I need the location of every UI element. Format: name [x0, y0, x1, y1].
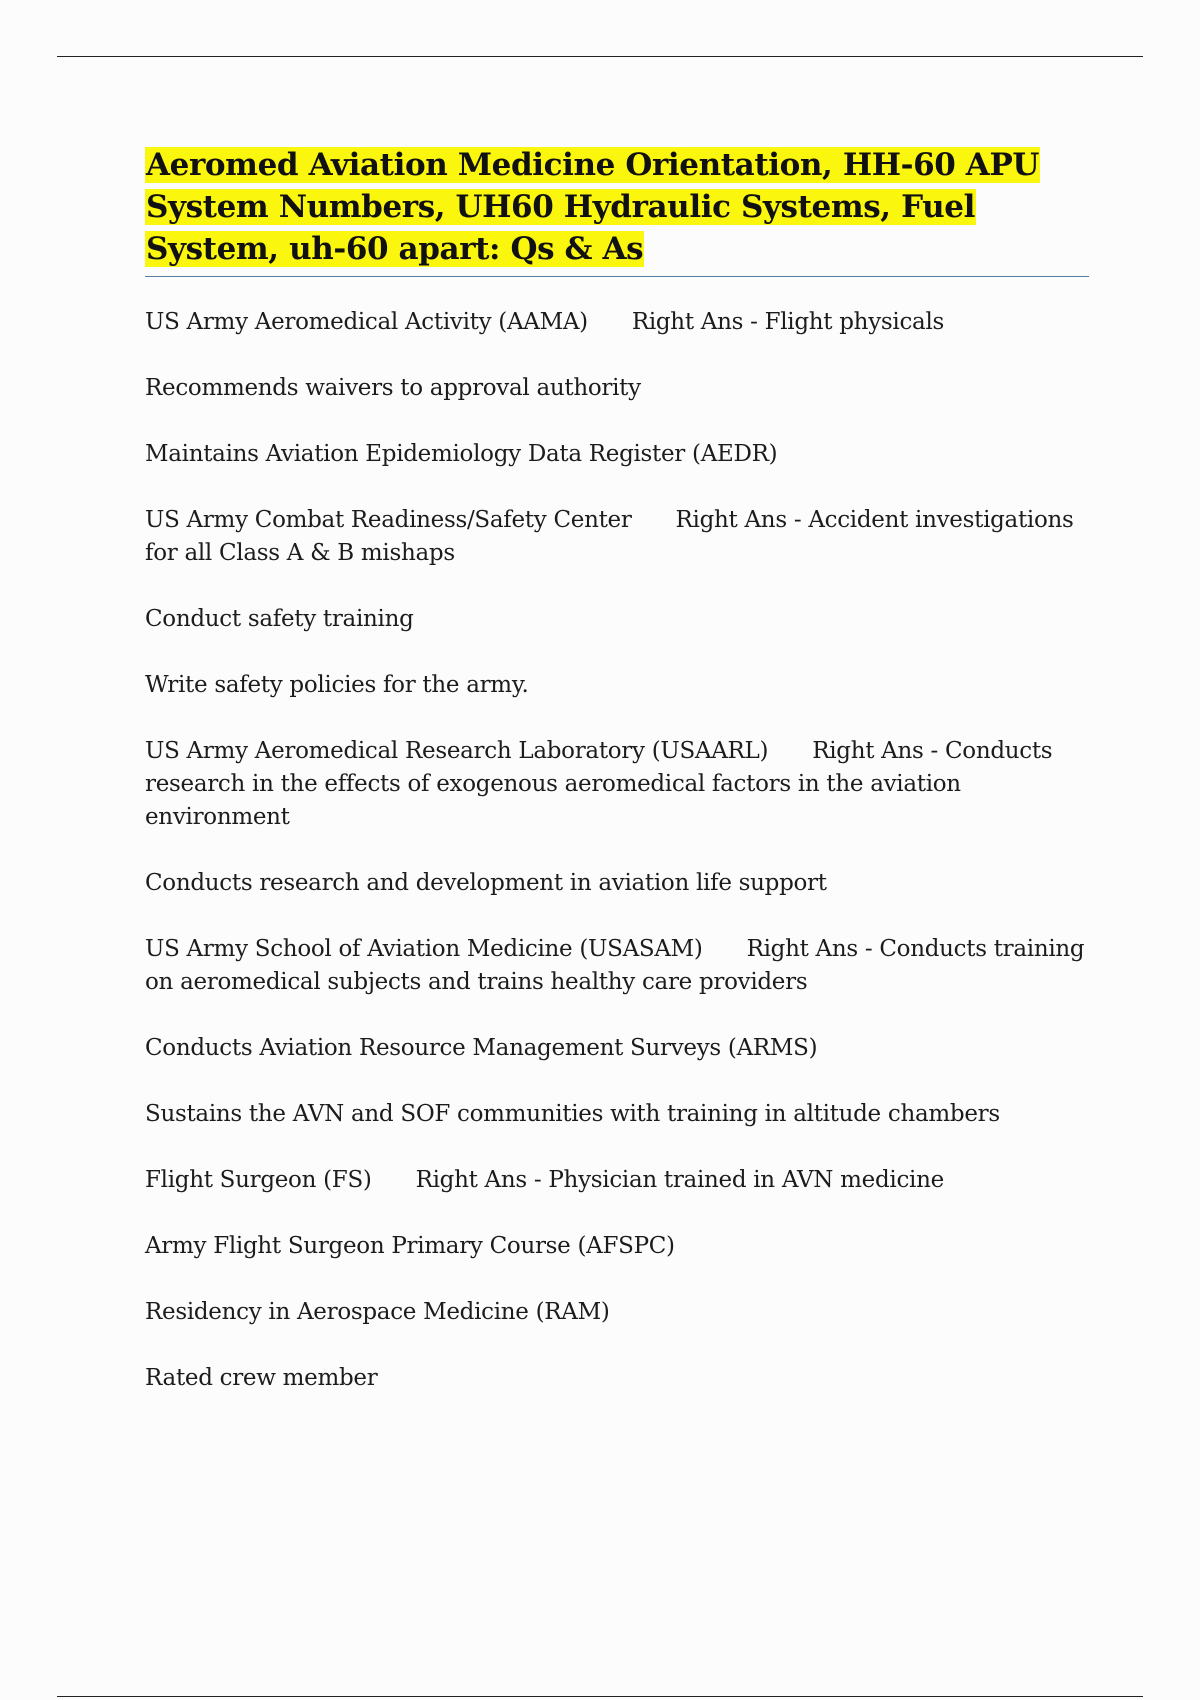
qa-item [145, 603, 1089, 636]
qa-item [145, 1362, 1089, 1395]
question-text: US Army Combat Readiness/Safety Center [145, 507, 632, 533]
qa-item [145, 438, 1089, 471]
qa-item [145, 735, 1089, 834]
qa-item [145, 1296, 1089, 1329]
qa-item [145, 1164, 1089, 1197]
qa-item [145, 372, 1089, 405]
qa-item [145, 1098, 1089, 1131]
question-text: Maintains Aviation Epidemiology Data Register (AEDR) [145, 441, 778, 467]
question-text: Rated crew member [145, 1365, 378, 1391]
document-title [145, 144, 1089, 270]
qa-item [145, 867, 1089, 900]
qa-item [145, 1032, 1089, 1065]
title-underline [145, 276, 1089, 277]
title-highlight: Aeromed Aviation Medicine Orientation, HH-60 APU System Numbers, UH60 Hydraulic Systems, Fuel System, uh-60 apart: Qs & As [146, 147, 1039, 267]
qa-list [145, 306, 1089, 1395]
question-text: Write safety policies for the army. [145, 672, 529, 698]
question-text: Conducts research and development in aviation life support [145, 870, 827, 896]
answer-text: Right Ans - Conducts research in the effects of exogenous aeromedical factors in the aviation environment [145, 738, 1053, 830]
question-text: Sustains the AVN and SOF communities with training in altitude chambers [145, 1101, 1000, 1127]
answer-text: Right Ans - Physician trained in AVN medicine [415, 1167, 944, 1193]
page-bottom-rule [57, 1696, 1143, 1697]
question-text: Army Flight Surgeon Primary Course (AFSPC) [145, 1233, 675, 1259]
answer-text: Right Ans - Flight physicals [631, 309, 944, 335]
question-text: US Army School of Aviation Medicine (USASAM) [145, 936, 703, 962]
question-text: US Army Aeromedical Activity (AAMA) [145, 309, 588, 335]
qa-item [145, 1230, 1089, 1263]
page-top-rule [57, 56, 1143, 57]
question-text: Recommends waivers to approval authority [145, 375, 641, 401]
qa-item [145, 669, 1089, 702]
question-text: Flight Surgeon (FS) [145, 1167, 372, 1193]
qa-item [145, 306, 1089, 339]
qa-item [145, 504, 1089, 570]
qa-item [145, 933, 1089, 999]
question-text: Residency in Aerospace Medicine (RAM) [145, 1299, 610, 1325]
question-text: US Army Aeromedical Research Laboratory (USAARL) [145, 738, 769, 764]
answer-text: Right Ans - Accident investigations for all Class A & B mishaps [145, 507, 1074, 566]
answer-text: Right Ans - Conducts training on aeromedical subjects and trains healthy care providers [145, 936, 1085, 995]
document-body [145, 144, 1089, 1428]
question-text: Conduct safety training [145, 606, 414, 632]
question-text: Conducts Aviation Resource Management Surveys (ARMS) [145, 1035, 818, 1061]
